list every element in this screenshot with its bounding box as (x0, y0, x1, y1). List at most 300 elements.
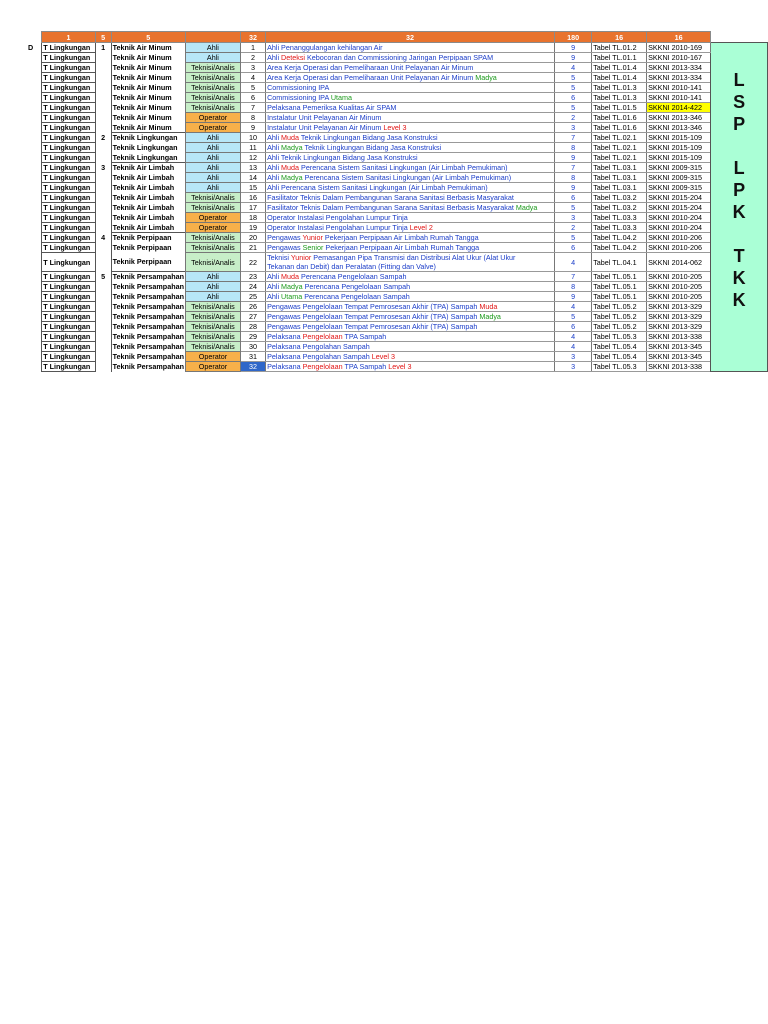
cell-table-ref[interactable]: Tabel TL.03.3 (592, 223, 647, 233)
cell-group-no[interactable] (95, 63, 111, 73)
cell-skkni[interactable]: SKKNI 2013-329 (647, 322, 711, 332)
header-cell-empty[interactable] (711, 32, 768, 43)
cell-level[interactable]: Ahli (185, 183, 240, 193)
cell-subfield[interactable]: Teknik Air Minum (111, 83, 185, 93)
header-cell[interactable]: 1 (42, 32, 96, 43)
cell-field[interactable]: T Lingkungan (42, 233, 96, 243)
cell-group-no[interactable] (95, 352, 111, 362)
cell-flag[interactable] (20, 163, 42, 173)
cell-flag[interactable] (20, 123, 42, 133)
cell-number[interactable]: 11 (240, 143, 265, 153)
cell-field[interactable]: T Lingkungan (42, 322, 96, 332)
cell-scheme[interactable] (266, 43, 555, 53)
cell-scheme[interactable] (266, 93, 555, 103)
cell-number[interactable]: 15 (240, 183, 265, 193)
cell-flag[interactable] (20, 203, 42, 213)
cell-group-no[interactable] (95, 302, 111, 312)
cell-subfield[interactable]: Teknik Air Minum (111, 63, 185, 73)
cell-flag[interactable] (20, 223, 42, 233)
cell-scheme[interactable] (266, 153, 555, 163)
cell-flag[interactable] (20, 93, 42, 103)
cell-scheme[interactable] (266, 133, 555, 143)
cell-skkni[interactable]: SKKNI 2010-205 (647, 292, 711, 302)
cell-subfield[interactable]: Teknik Lingkungan (111, 153, 185, 163)
cell-subfield[interactable]: Teknik Persampahan (112, 282, 184, 291)
cell-flag[interactable] (20, 272, 42, 282)
cell-group-no[interactable] (95, 53, 111, 63)
cell-kkni-level[interactable]: 5 (555, 312, 592, 322)
cell-skkni[interactable]: SKKNI 2013-345 (647, 342, 711, 352)
cell-scheme[interactable] (266, 253, 555, 272)
cell-skkni[interactable]: SKKNI 2010-141 (647, 93, 711, 103)
cell-scheme[interactable] (266, 322, 555, 332)
cell-number[interactable]: 20 (240, 233, 265, 243)
cell-group-no[interactable] (95, 362, 111, 372)
cell-skkni[interactable]: SKKNI 2010-205 (647, 272, 711, 282)
cell-group-no[interactable]: 1 (101, 43, 106, 53)
cell-kkni-level[interactable]: 4 (555, 63, 592, 73)
cell-flag[interactable] (20, 173, 42, 183)
cell-table-ref[interactable]: Tabel TL.01.4 (592, 73, 647, 83)
cell-scheme[interactable] (266, 83, 555, 93)
header-cell[interactable] (185, 32, 240, 43)
cell-number[interactable]: 7 (240, 103, 265, 113)
cell-flag[interactable] (20, 103, 42, 113)
cell-field[interactable]: T Lingkungan (42, 302, 96, 312)
cell-scheme[interactable] (266, 282, 555, 292)
cell-flag[interactable] (20, 143, 42, 153)
cell-skkni[interactable]: SKKNI 2015-204 (647, 203, 711, 213)
cell-table-ref[interactable]: Tabel TL.01.6 (592, 113, 647, 123)
cell-number[interactable]: 12 (240, 153, 265, 163)
cell-scheme[interactable] (266, 113, 555, 123)
cell-flag[interactable] (20, 332, 42, 342)
cell-table-ref[interactable]: Tabel TL.01.4 (592, 63, 647, 73)
cell-scheme[interactable] (266, 243, 555, 253)
cell-field[interactable]: T Lingkungan (42, 43, 96, 53)
cell-field[interactable]: T Lingkungan (42, 73, 96, 83)
cell-group-no[interactable] (95, 103, 111, 113)
cell-skkni[interactable]: SKKNI 2010-206 (647, 233, 711, 243)
cell-level[interactable]: Teknisi/Analis (185, 73, 240, 83)
header-cell[interactable]: 16 (647, 32, 711, 43)
cell-group-no[interactable] (95, 173, 111, 183)
cell-scheme[interactable] (266, 203, 555, 213)
cell-scheme[interactable] (266, 53, 555, 63)
header-cell[interactable]: 16 (592, 32, 647, 43)
cell-number[interactable]: 32 (240, 362, 265, 372)
cell-skkni[interactable]: SKKNI 2013-329 (647, 312, 711, 322)
cell-kkni-level[interactable]: 3 (555, 213, 592, 223)
cell-number[interactable]: 21 (240, 243, 265, 253)
cell-number[interactable]: 9 (240, 123, 265, 133)
cell-number[interactable]: 6 (240, 93, 265, 103)
cell-group-no[interactable] (95, 223, 111, 233)
cell-skkni[interactable]: SKKNI 2013-346 (647, 113, 711, 123)
cell-subfield[interactable]: Teknik Air Minum (111, 43, 185, 53)
cell-field[interactable]: T Lingkungan (42, 143, 96, 153)
cell-field[interactable]: T Lingkungan (42, 63, 96, 73)
cell-subfield[interactable]: Teknik Persampahan (112, 352, 184, 361)
cell-scheme[interactable] (266, 352, 555, 362)
cell-level[interactable]: Teknisi/Analis (185, 342, 240, 352)
cell-subfield[interactable]: Teknik Perpipaan (111, 233, 185, 243)
cell-skkni[interactable]: SKKNI 2010-169 (647, 43, 711, 53)
cell-skkni[interactable]: SKKNI 2014-062 (647, 253, 711, 272)
cell-flag[interactable] (20, 193, 42, 203)
cell-number[interactable]: 25 (240, 292, 265, 302)
cell-level[interactable]: Teknisi/Analis (185, 103, 240, 113)
cell-scheme[interactable] (266, 193, 555, 203)
header-cell[interactable]: 180 (555, 32, 592, 43)
cell-skkni[interactable]: SKKNI 2010-206 (647, 243, 711, 253)
cell-table-ref[interactable]: Tabel TL.05.4 (592, 352, 647, 362)
cell-skkni[interactable]: SKKNI 2013-334 (647, 73, 711, 83)
cell-table-ref[interactable]: Tabel TL.05.2 (592, 302, 647, 312)
cell-group-no[interactable] (95, 253, 111, 272)
cell-scheme[interactable] (266, 103, 555, 113)
cell-flag[interactable] (20, 53, 42, 63)
cell-subfield[interactable]: Teknik Air Minum (111, 113, 185, 123)
header-cell[interactable] (20, 32, 42, 43)
cell-skkni[interactable]: SKKNI 2013-345 (647, 352, 711, 362)
cell-skkni[interactable]: SKKNI 2009-315 (647, 163, 711, 173)
cell-level[interactable]: Teknisi/Analis (185, 233, 240, 243)
cell-skkni[interactable]: SKKNI 2010-141 (647, 83, 711, 93)
cell-kkni-level[interactable]: 9 (555, 183, 592, 193)
cell-level[interactable]: Ahli (185, 143, 240, 153)
cell-group-no[interactable] (95, 183, 111, 193)
cell-group-no[interactable] (95, 73, 111, 83)
cell-table-ref[interactable]: Tabel TL.01.6 (592, 123, 647, 133)
cell-field[interactable]: T Lingkungan (42, 133, 96, 143)
cell-field[interactable]: T Lingkungan (42, 163, 96, 173)
cell-flag[interactable] (20, 133, 42, 143)
cell-subfield[interactable]: Teknik Air Minum (111, 123, 185, 133)
cell-flag[interactable] (20, 342, 42, 352)
cell-level[interactable]: Ahli (185, 292, 240, 302)
cell-scheme[interactable] (266, 183, 555, 193)
cell-table-ref[interactable]: Tabel TL.05.3 (592, 332, 647, 342)
cell-group-no[interactable] (95, 322, 111, 332)
cell-field[interactable]: T Lingkungan (42, 103, 96, 113)
cell-level[interactable]: Operator (185, 223, 240, 233)
cell-table-ref[interactable]: Tabel TL.03.1 (592, 183, 647, 193)
cell-kkni-level[interactable]: 6 (555, 193, 592, 203)
cell-flag[interactable] (20, 253, 42, 272)
cell-level[interactable]: Teknisi/Analis (185, 203, 240, 213)
cell-level[interactable]: Operator (185, 362, 240, 372)
cell-kkni-level[interactable]: 2 (555, 223, 592, 233)
cell-kkni-level[interactable]: 9 (555, 153, 592, 163)
cell-level[interactable]: Ahli (185, 133, 240, 143)
cell-table-ref[interactable]: Tabel TL.01.1 (592, 53, 647, 63)
cell-number[interactable]: 29 (240, 332, 265, 342)
cell-kkni-level[interactable]: 7 (555, 272, 592, 282)
cell-kkni-level[interactable]: 4 (555, 302, 592, 312)
cell-scheme[interactable] (266, 223, 555, 233)
cell-level[interactable]: Ahli (185, 173, 240, 183)
cell-field[interactable]: T Lingkungan (42, 213, 96, 223)
cell-scheme[interactable] (266, 312, 555, 322)
cell-subfield[interactable]: Teknik Air Minum (111, 103, 185, 113)
cell-number[interactable]: 27 (240, 312, 265, 322)
cell-level[interactable]: Ahli (185, 53, 240, 63)
cell-number[interactable]: 16 (240, 193, 265, 203)
cell-subfield[interactable]: Teknik Persampahan (112, 292, 184, 301)
cell-flag[interactable] (20, 282, 42, 292)
cell-level[interactable]: Teknisi/Analis (185, 312, 240, 322)
cell-scheme[interactable] (266, 213, 555, 223)
cell-skkni[interactable]: SKKNI 2013-338 (647, 362, 711, 372)
cell-kkni-level[interactable]: 3 (555, 352, 592, 362)
cell-group-no[interactable] (95, 153, 111, 163)
cell-skkni[interactable]: SKKNI 2009-315 (647, 183, 711, 193)
cell-kkni-level[interactable]: 8 (555, 143, 592, 153)
cell-table-ref[interactable]: Tabel TL.01.3 (592, 93, 647, 103)
cell-number[interactable]: 10 (240, 133, 265, 143)
cell-subfield[interactable]: Teknik Air Limbah (111, 163, 185, 173)
cell-number[interactable]: 3 (240, 63, 265, 73)
cell-group-no[interactable] (95, 143, 111, 153)
cell-number[interactable]: 8 (240, 113, 265, 123)
cell-group-no[interactable] (95, 123, 111, 133)
cell-scheme[interactable] (266, 123, 555, 133)
cell-level[interactable]: Ahli (185, 163, 240, 173)
cell-kkni-level[interactable]: 5 (555, 203, 592, 213)
cell-flag[interactable] (20, 213, 42, 223)
cell-subfield[interactable]: Teknik Air Limbah (111, 193, 185, 203)
cell-flag[interactable] (20, 352, 42, 362)
cell-subfield[interactable]: Teknik Persampahan (112, 272, 184, 282)
cell-field[interactable]: T Lingkungan (42, 153, 96, 163)
cell-group-no[interactable]: 3 (101, 163, 106, 172)
cell-scheme[interactable] (266, 73, 555, 83)
cell-scheme[interactable] (266, 143, 555, 153)
cell-field[interactable]: T Lingkungan (42, 362, 96, 372)
cell-scheme[interactable] (266, 163, 555, 173)
cell-flag[interactable] (20, 362, 42, 372)
cell-field[interactable]: T Lingkungan (42, 282, 96, 292)
cell-kkni-level[interactable]: 9 (555, 292, 592, 302)
cell-flag[interactable] (20, 73, 42, 83)
cell-group-no[interactable]: 2 (101, 133, 106, 142)
cell-scheme[interactable] (266, 292, 555, 302)
cell-level[interactable]: Teknisi/Analis (185, 302, 240, 312)
header-cell[interactable]: 5 (111, 32, 185, 43)
cell-field[interactable]: T Lingkungan (42, 292, 96, 302)
header-cell[interactable]: 32 (240, 32, 265, 43)
cell-level[interactable]: Ahli (185, 282, 240, 292)
cell-kkni-level[interactable]: 4 (555, 342, 592, 352)
cell-number[interactable]: 4 (240, 73, 265, 83)
cell-number[interactable]: 14 (240, 173, 265, 183)
cell-field[interactable]: T Lingkungan (42, 203, 96, 213)
cell-flag[interactable] (20, 312, 42, 322)
cell-table-ref[interactable]: Tabel TL.04.2 (592, 233, 647, 243)
cell-table-ref[interactable]: Tabel TL.05.3 (592, 362, 647, 372)
cell-group-no[interactable] (95, 312, 111, 322)
cell-subfield[interactable]: Teknik Air Minum (111, 93, 185, 103)
cell-number[interactable]: 22 (240, 253, 265, 272)
cell-skkni[interactable]: SKKNI 2015-109 (647, 133, 711, 143)
cell-level[interactable]: Teknisi/Analis (185, 322, 240, 332)
cell-field[interactable]: T Lingkungan (42, 312, 96, 322)
cell-flag[interactable] (20, 63, 42, 73)
cell-table-ref[interactable]: Tabel TL.04.1 (592, 253, 647, 272)
cell-flag[interactable] (20, 83, 42, 93)
cell-level[interactable]: Teknisi/Analis (185, 243, 240, 253)
cell-scheme[interactable] (266, 302, 555, 312)
cell-table-ref[interactable]: Tabel TL.03.2 (592, 203, 647, 213)
cell-level[interactable]: Ahli (185, 272, 240, 282)
cell-scheme[interactable] (266, 63, 555, 73)
cell-subfield[interactable]: Teknik Air Limbah (111, 173, 185, 183)
cell-subfield[interactable]: Teknik Perpipaan (111, 243, 185, 253)
header-cell[interactable]: 32 (266, 32, 555, 43)
cell-field[interactable]: T Lingkungan (42, 123, 96, 133)
cell-group-no[interactable] (95, 113, 111, 123)
header-cell[interactable]: 5 (95, 32, 111, 43)
cell-field[interactable]: T Lingkungan (42, 342, 96, 352)
cell-field[interactable]: T Lingkungan (42, 223, 96, 233)
cell-number[interactable]: 1 (240, 43, 265, 53)
cell-subfield[interactable]: Teknik Lingkungan (111, 133, 185, 143)
cell-field[interactable]: T Lingkungan (42, 243, 96, 253)
cell-kkni-level[interactable]: 9 (555, 43, 592, 53)
cell-skkni[interactable]: SKKNI 2010-205 (647, 282, 711, 292)
cell-field[interactable]: T Lingkungan (42, 193, 96, 203)
cell-skkni[interactable]: SKKNI 2015-109 (647, 143, 711, 153)
cell-level[interactable]: Teknisi/Analis (185, 93, 240, 103)
cell-number[interactable]: 17 (240, 203, 265, 213)
cell-field[interactable]: T Lingkungan (42, 183, 96, 193)
cell-kkni-level[interactable]: 4 (555, 332, 592, 342)
cell-subfield[interactable]: Teknik Lingkungan (111, 143, 185, 153)
cell-skkni[interactable]: SKKNI 2014-422 (647, 103, 711, 113)
cell-group-no[interactable] (95, 213, 111, 223)
cell-subfield[interactable]: Teknik Persampahan (112, 362, 184, 371)
cell-field[interactable]: T Lingkungan (42, 253, 96, 272)
cell-kkni-level[interactable]: 6 (555, 243, 592, 253)
cell-skkni[interactable]: SKKNI 2013-346 (647, 123, 711, 133)
cell-field[interactable]: T Lingkungan (42, 173, 96, 183)
cell-level[interactable]: Operator (185, 113, 240, 123)
cell-field[interactable]: T Lingkungan (42, 113, 96, 123)
cell-table-ref[interactable]: Tabel TL.02.1 (592, 133, 647, 143)
cell-level[interactable]: Ahli (185, 43, 240, 53)
cell-skkni[interactable]: SKKNI 2013-334 (647, 63, 711, 73)
cell-level[interactable]: Teknisi/Analis (185, 332, 240, 342)
cell-scheme[interactable] (266, 233, 555, 243)
cell-flag[interactable] (20, 183, 42, 193)
cell-number[interactable]: 28 (240, 322, 265, 332)
cell-number[interactable]: 2 (240, 53, 265, 63)
cell-subfield[interactable]: Teknik Air Limbah (111, 183, 185, 193)
cell-kkni-level[interactable]: 5 (555, 73, 592, 83)
cell-field[interactable]: T Lingkungan (42, 272, 96, 282)
cell-number[interactable]: 23 (240, 272, 265, 282)
cell-table-ref[interactable]: Tabel TL.05.4 (592, 342, 647, 352)
cell-level[interactable]: Teknisi/Analis (185, 253, 240, 272)
cell-table-ref[interactable]: Tabel TL.01.3 (592, 83, 647, 93)
cell-scheme[interactable] (266, 272, 555, 282)
cell-subfield[interactable]: Teknik Persampahan (112, 302, 184, 311)
cell-number[interactable]: 26 (240, 302, 265, 312)
cell-flag[interactable]: D (20, 43, 42, 53)
cell-table-ref[interactable]: Tabel TL.05.1 (592, 292, 647, 302)
cell-number[interactable]: 5 (240, 83, 265, 93)
cell-kkni-level[interactable]: 7 (555, 163, 592, 173)
cell-skkni[interactable]: SKKNI 2013-329 (647, 302, 711, 312)
cell-number[interactable]: 19 (240, 223, 265, 233)
cell-flag[interactable] (20, 243, 42, 253)
cell-field[interactable]: T Lingkungan (42, 93, 96, 103)
cell-flag[interactable] (20, 302, 42, 312)
cell-skkni[interactable]: SKKNI 2013-338 (647, 332, 711, 342)
cell-group-no[interactable] (95, 93, 111, 103)
cell-scheme[interactable] (266, 173, 555, 183)
cell-level[interactable]: Teknisi/Analis (185, 63, 240, 73)
cell-field[interactable]: T Lingkungan (42, 83, 96, 93)
cell-group-no[interactable] (95, 243, 111, 253)
cell-number[interactable]: 31 (240, 352, 265, 362)
cell-level[interactable]: Teknisi/Analis (185, 193, 240, 203)
cell-subfield[interactable]: Teknik Perpipaan (111, 253, 185, 272)
cell-group-no[interactable]: 4 (101, 233, 106, 242)
cell-table-ref[interactable]: Tabel TL.01.2 (592, 43, 647, 53)
cell-level[interactable]: Operator (185, 213, 240, 223)
cell-kkni-level[interactable]: 9 (555, 53, 592, 63)
cell-number[interactable]: 13 (240, 163, 265, 173)
cell-table-ref[interactable]: Tabel TL.03.3 (592, 213, 647, 223)
cell-subfield[interactable]: Teknik Air Limbah (111, 203, 185, 213)
cell-table-ref[interactable]: Tabel TL.03.1 (592, 173, 647, 183)
cell-number[interactable]: 24 (240, 282, 265, 292)
cell-kkni-level[interactable]: 5 (555, 103, 592, 113)
cell-group-no[interactable] (95, 203, 111, 213)
cell-kkni-level[interactable]: 4 (555, 253, 592, 272)
cell-skkni[interactable]: SKKNI 2010-167 (647, 53, 711, 63)
cell-skkni[interactable]: SKKNI 2015-109 (647, 153, 711, 163)
cell-table-ref[interactable]: Tabel TL.05.1 (592, 272, 647, 282)
cell-flag[interactable] (20, 113, 42, 123)
cell-field[interactable]: T Lingkungan (42, 352, 96, 362)
cell-group-no[interactable] (95, 282, 111, 292)
cell-number[interactable]: 30 (240, 342, 265, 352)
cell-scheme[interactable] (266, 342, 555, 352)
cell-field[interactable]: T Lingkungan (42, 332, 96, 342)
cell-kkni-level[interactable]: 7 (555, 133, 592, 143)
cell-group-no[interactable] (95, 342, 111, 352)
cell-flag[interactable] (20, 153, 42, 163)
cell-number[interactable]: 18 (240, 213, 265, 223)
cell-flag[interactable] (20, 322, 42, 332)
cell-group-no[interactable] (95, 292, 111, 302)
cell-kkni-level[interactable]: 3 (555, 123, 592, 133)
cell-skkni[interactable]: SKKNI 2010-204 (647, 213, 711, 223)
cell-group-no[interactable] (95, 193, 111, 203)
cell-group-no[interactable] (95, 332, 111, 342)
cell-kkni-level[interactable]: 3 (555, 362, 592, 372)
cell-subfield[interactable]: Teknik Persampahan (112, 322, 184, 331)
cell-flag[interactable] (20, 233, 42, 243)
cell-level[interactable]: Ahli (185, 153, 240, 163)
cell-kkni-level[interactable]: 8 (555, 282, 592, 292)
cell-table-ref[interactable]: Tabel TL.03.1 (592, 163, 647, 173)
cell-skkni[interactable]: SKKNI 2015-204 (647, 193, 711, 203)
cell-kkni-level[interactable]: 6 (555, 322, 592, 332)
